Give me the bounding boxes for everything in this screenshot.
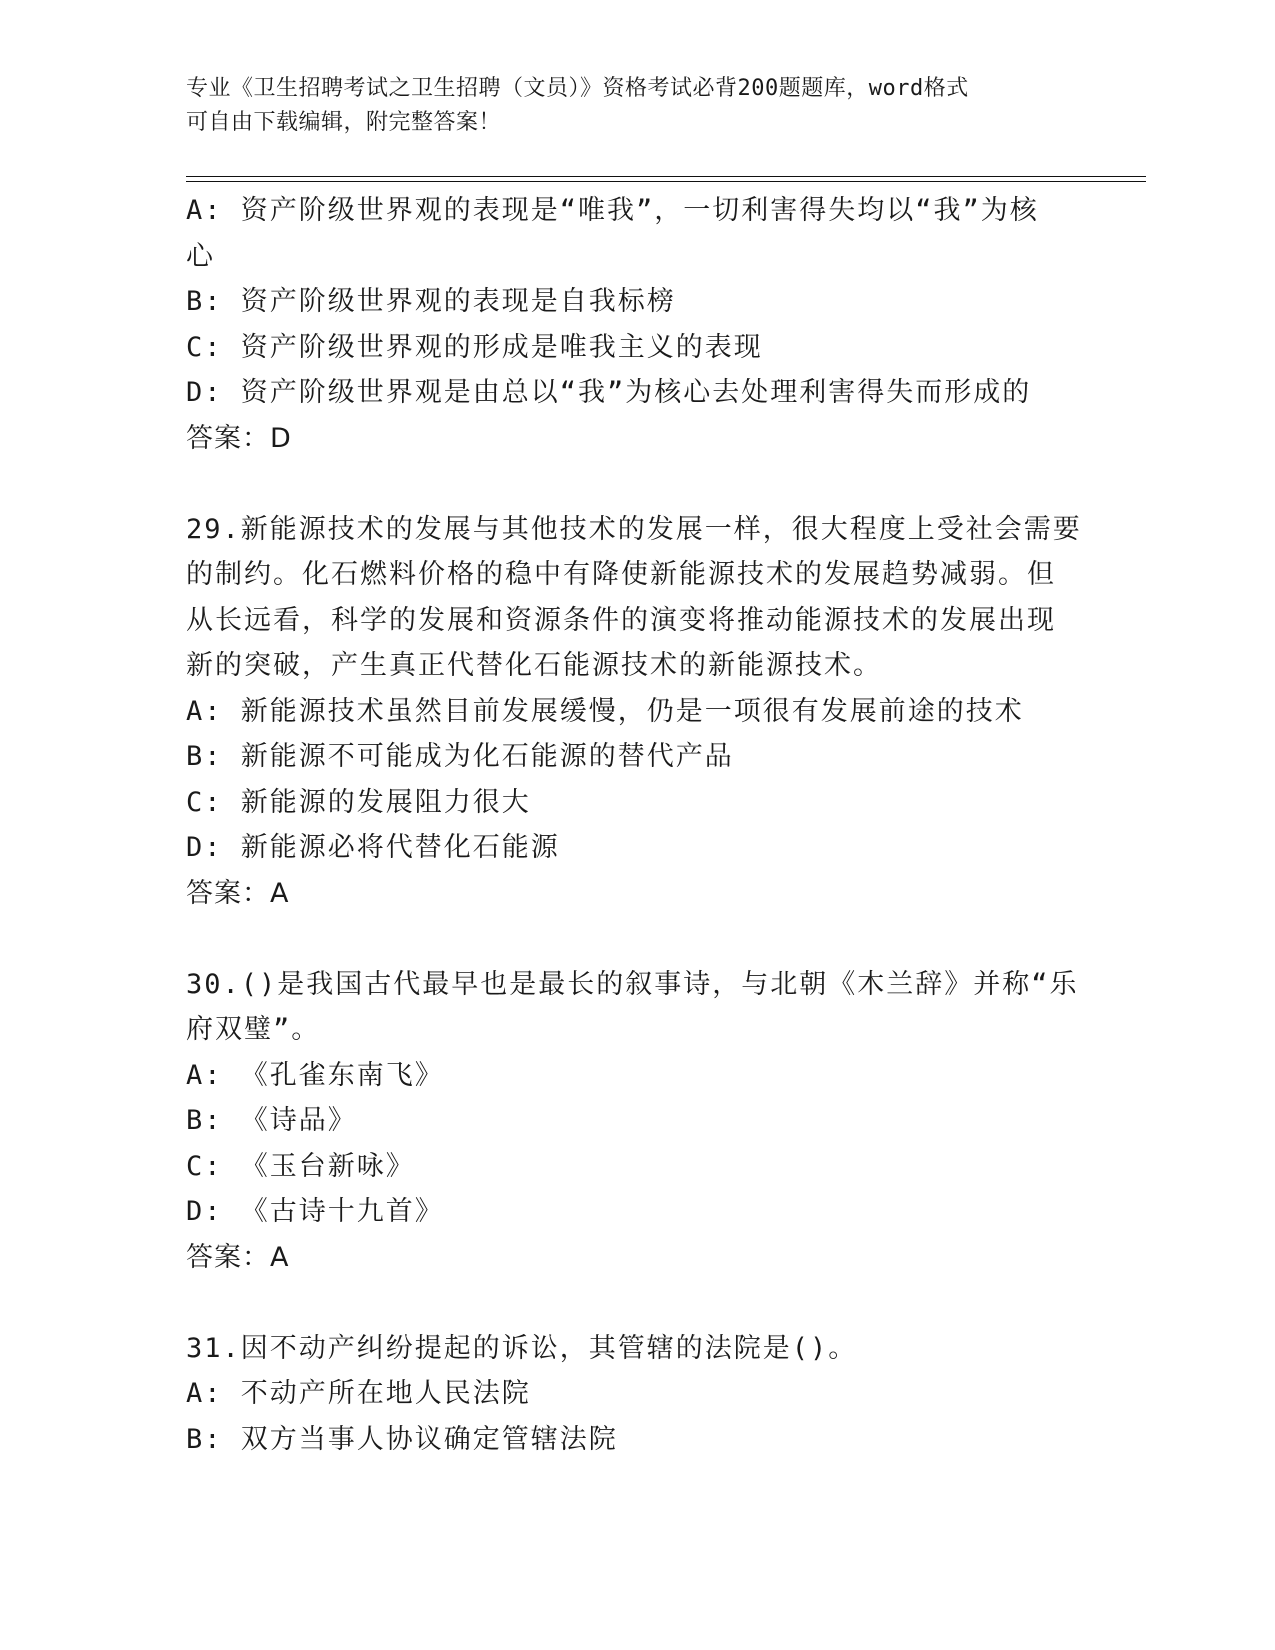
option-b: B: 新能源不可能成为化石能源的替代产品	[186, 741, 734, 772]
option-c: C: 新能源的发展阻力很大	[186, 786, 531, 818]
question-stem: 31.因不动产纠纷提起的诉讼，其管辖的法院是()。	[186, 1332, 858, 1364]
spacer	[186, 916, 1086, 962]
question-stem: 府双璧”。	[186, 1014, 321, 1045]
option-c: C: 《玉台新咏》	[186, 1150, 415, 1182]
question-stem: 30.()是我国古代最早也是最长的叙事诗，与北朝《木兰辞》并称“乐	[186, 968, 1079, 1000]
header-rule-top	[186, 176, 1146, 177]
option-b: B: 双方当事人协议确定管辖法院	[186, 1423, 618, 1455]
option-b: B: 资产阶级世界观的表现是自我标榜	[186, 286, 676, 317]
spacer	[186, 1280, 1086, 1326]
option-b: B: 《诗品》	[186, 1105, 357, 1136]
option-d: D: 资产阶级世界观是由总以“我”为核心去处理利害得失而形成的	[186, 377, 1032, 408]
option-a: A: 资产阶级世界观的表现是“唯我”，一切利害得失均以“我”为核	[186, 195, 1039, 226]
question-30	[186, 962, 1086, 1281]
document-header	[186, 72, 1066, 140]
question-stem: 从长远看，科学的发展和资源条件的演变将推动能源技术的发展出现	[186, 604, 1056, 636]
document-body	[186, 188, 1086, 1462]
question-28	[186, 188, 1086, 461]
header-line-1: 专业《卫生招聘考试之卫生招聘（文员）》资格考试必背200题题库，word格式	[186, 76, 969, 101]
option-d: D: 《古诗十九首》	[186, 1196, 444, 1227]
answer-label: 答案：A	[186, 877, 290, 909]
question-29	[186, 507, 1086, 917]
option-c: C: 资产阶级世界观的形成是唯我主义的表现	[186, 331, 763, 363]
header-line-2: 可自由下载编辑，附完整答案！	[186, 110, 502, 135]
option-a-cont: 心	[186, 240, 215, 272]
answer-label: 答案：D	[186, 422, 292, 454]
question-stem: 新的突破，产生真正代替化石能源技术的新能源技术。	[186, 650, 882, 681]
spacer	[186, 461, 1086, 507]
option-a: A: 《孔雀东南飞》	[186, 1059, 444, 1091]
answer-label: 答案：A	[186, 1241, 290, 1273]
header-rule-bottom	[186, 181, 1146, 182]
question-31	[186, 1326, 1086, 1463]
question-stem: 29.新能源技术的发展与其他技术的发展一样，很大程度上受社会需要	[186, 513, 1082, 545]
option-a: A: 新能源技术虽然目前发展缓慢，仍是一项很有发展前途的技术	[186, 695, 1024, 727]
option-a: A: 不动产所在地人民法院	[186, 1378, 531, 1409]
question-stem: 的制约。化石燃料价格的稳中有降使新能源技术的发展趋势减弱。但	[186, 559, 1056, 590]
option-d: D: 新能源必将代替化石能源	[186, 832, 560, 863]
